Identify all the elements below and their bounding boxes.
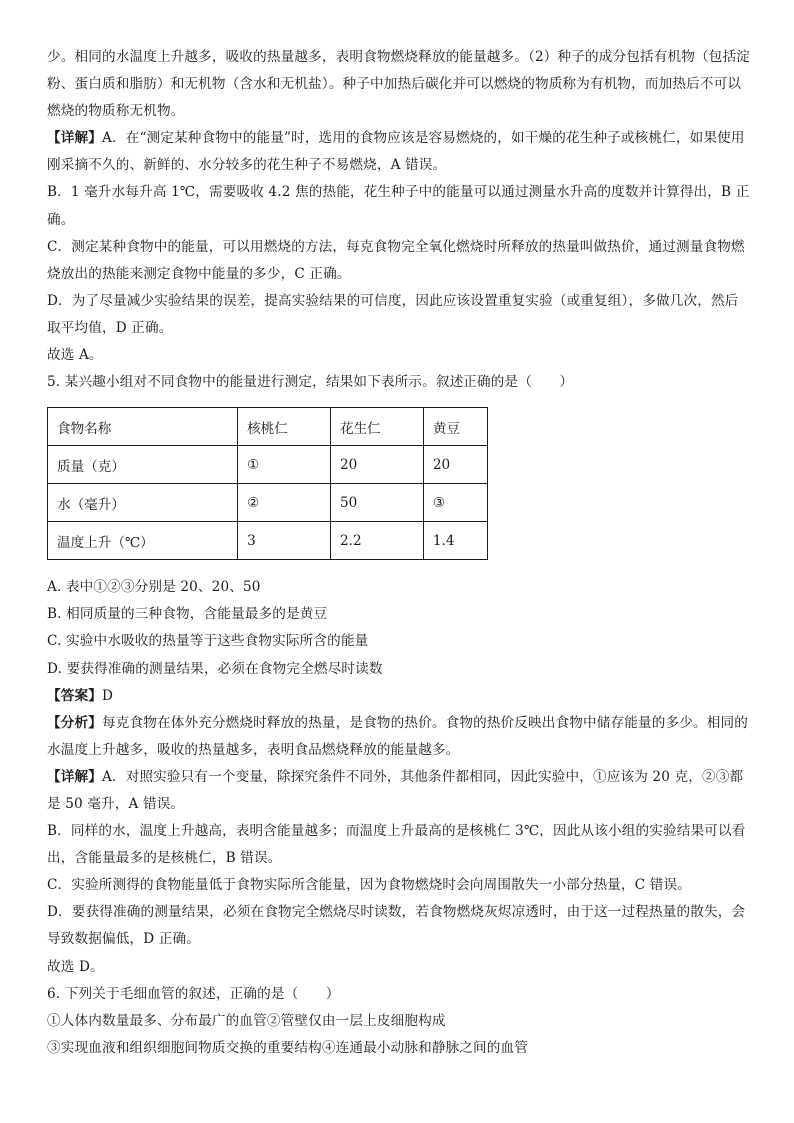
- answer-tag: 【答案】: [47, 687, 102, 704]
- table-header-cell: 核桃仁: [238, 408, 331, 446]
- option-c: C. 实验中水吸收的热量等于这些食物实际所含的能量: [47, 633, 369, 650]
- question-5-stem: 5. 某兴趣小组对不同食物中的能量进行测定，结果如下表所示。叙述正确的是（ ）: [47, 374, 574, 391]
- answer-line: [47, 683, 751, 710]
- table-header-row: [48, 408, 488, 446]
- table-cell: ①: [238, 446, 331, 484]
- table-cell: 50: [331, 484, 424, 522]
- table-row: [48, 446, 488, 484]
- paragraph-detail-a-q4: [47, 125, 751, 179]
- table-cell: 20: [331, 446, 424, 484]
- paragraph-detail-a-q5: [47, 764, 751, 818]
- answer-value: D: [101, 687, 114, 704]
- detail-tag: 【详解】: [47, 768, 102, 785]
- detail-a-text: A．对照实验只有一个变量，除探究条件不同外，其他条件都相同，因此实验中，①应该为 20 克，②③都是 50 毫升，A 错误。: [47, 768, 744, 812]
- conclusion-q5: 故选 D。: [47, 958, 104, 975]
- analysis-tag: 【分析】: [47, 714, 102, 731]
- paragraph-detail-c-q5: C．实验所测得的食物能量低于食物实际所含能量，因为食物燃烧时会向周围散失一小部分热量，C 错误。: [47, 877, 692, 894]
- analysis-text: 每克食物在体外充分燃烧时释放的热量，是食物的热价。食物的热价反映出食物中储存能量的多少。相同的水温度上升越多，吸收的热量越多，表明食品燃烧释放的能量越多。: [47, 714, 748, 758]
- option-d: D. 要获得准确的测量结果，必须在食物完全燃尽时读数: [47, 660, 383, 677]
- paragraph-detail-b-q4: B．1 毫升水每升高 1℃，需要吸收 4.2 焦的热能，花生种子中的能量可以通过测量水升高的度数并计算得出，B 正确。: [47, 184, 750, 228]
- question-6-stem: 6. 下列关于毛细血管的叙述，正确的是（ ）: [47, 985, 340, 1002]
- table-header-cell: 花生仁: [331, 408, 424, 446]
- table-row: [48, 522, 488, 560]
- table-header-cell: 食物名称: [48, 408, 238, 446]
- table-row: [48, 484, 488, 522]
- question-6-statements-1: ①人体内数量最多、分布最广的血管②管壁仅由一层上皮细胞构成: [47, 1012, 446, 1029]
- paragraph-detail-b-q5: B．同样的水，温度上升越高，表明含能量越多；而温度上升最高的是核桃仁 3℃，因此从该小组的实验结果可以看出，含能量最多的是核桃仁，B 错误。: [47, 823, 746, 867]
- table-cell: 2.2: [331, 522, 424, 560]
- detail-tag: 【详解】: [47, 130, 102, 147]
- table-cell: 水（毫升）: [48, 484, 238, 522]
- table-header-cell: 黄豆: [423, 408, 487, 446]
- document-page: [47, 44, 751, 1062]
- conclusion-q4: 故选 A。: [47, 347, 103, 364]
- table-cell: 1.4: [423, 522, 487, 560]
- table-cell: 3: [238, 522, 331, 560]
- paragraph-analysis-q4: 少。相同的水温度上升越多，吸收的热量越多，表明食物燃烧释放的能量越多。（2）种子的成分包括有机物（包括淀粉、蛋白质和脂肪）和无机物（含水和无机盐）。种子中加热后碳化并可以燃烧的物质称为有机物，而加热后不可以燃烧的物质称无机物。: [47, 49, 750, 120]
- table-cell: ②: [238, 484, 331, 522]
- table-cell: ③: [423, 484, 487, 522]
- option-b: B. 相同质量的三种食物，含能量最多的是黄豆: [47, 606, 328, 623]
- energy-table: [47, 407, 488, 560]
- detail-a-text: A．在“测定某种食物中的能量”时，选用的食物应该是容易燃烧的，如干燥的花生种子或核桃仁，如果使用刚采摘不久的、新鲜的、水分较多的花生种子不易燃烧，A 错误。: [47, 130, 745, 174]
- paragraph-detail-c-q4: C．测定某种食物中的能量，可以用燃烧的方法，每克食物完全氧化燃烧时所释放的热量叫做热价，通过测量食物燃烧放出的热能来测定食物中能量的多少，C 正确。: [47, 238, 745, 282]
- paragraph-detail-d-q4: D．为了尽量减少实验结果的误差，提高实验结果的可信度，因此应该设置重复实验（或重复组），多做几次，然后取平均值，D 正确。: [47, 292, 739, 336]
- option-a: A. 表中①②③分别是 20、20、50: [47, 579, 261, 596]
- table-cell: 20: [423, 446, 487, 484]
- table-cell: 温度上升（℃）: [48, 522, 238, 560]
- paragraph-detail-d-q5: D．要获得准确的测量结果，必须在食物完全燃烧尽时读数，若食物燃烧灰烬凉透时，由于这一过程热量的散失，会导致数据偏低，D 正确。: [47, 904, 746, 948]
- question-6-statements-2: ③实现血液和组织细胞间物质交换的重要结构④连通最小动脉和静脉之间的血管: [47, 1039, 529, 1056]
- table-cell: 质量（克）: [48, 446, 238, 484]
- analysis-q5: [47, 710, 751, 764]
